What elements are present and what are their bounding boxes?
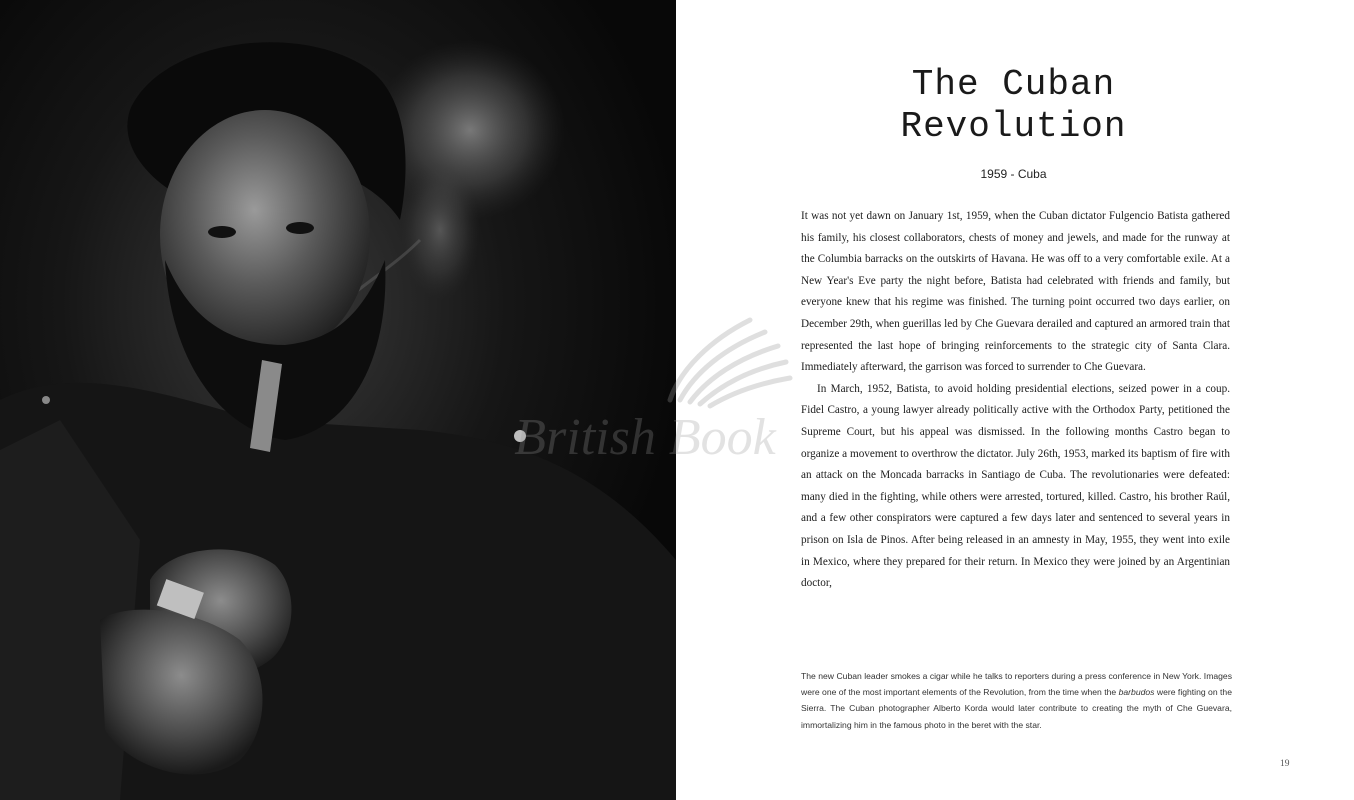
title-line-2: Revolution: [900, 106, 1127, 147]
uniform-star-icon: [514, 430, 526, 442]
caption-part-1: The new Cuban leader smokes a cigar while he talks to reporters during a press conference in New York. Images were one of the most important elements of the Revolution, from the time when the: [801, 671, 1232, 698]
text-page: [676, 0, 1354, 800]
portrait-photo-icon: [0, 0, 676, 800]
paragraph-2: In March, 1952, Batista, to avoid holding presidential elections, seized power in a coup. Fidel Castro, a young lawyer already politically active with the Orthodox Party, petitioned the Supreme Court, but his appeal was dismissed. In the following months Castro began to organize a movement to overthrow the dictator. July 26th, 1953, marked its baptism of fire with an attack on the Moncada barracks in Santiago de Cuba. The revolutionaries were defeated: many died in the fighting, while others were arrested, tortured, killed. Castro, his brother Raúl, and a few other conspirators were captured a few days later and sentenced to several years in prison on Isla de Pinos. After being released in an amnesty in May, 1955, they went into exile in Mexico, where they prepared for their return. In Mexico they were joined by an Argentinian doctor,: [801, 382, 1230, 590]
page-title: [796, 64, 1231, 148]
caption-italic: barbudos: [1118, 687, 1155, 698]
watermark-text: British Book: [514, 409, 776, 466]
photo-caption: [801, 668, 1232, 733]
paragraph-1: It was not yet dawn on January 1st, 1959, when the Cuban dictator Fulgencio Batista gathered his family, his closest collaborators, chests of money and jewels, and made for the runway at the Columbia barracks on the outskirts of Havana. He was off to a very comfortable exile. At a New Year's Eve party the night before, Batista had celebrated with friends and family, but everyone knew that his regime was finished. The turning point occurred two days earlier, on December 29th, when guerillas led by Che Guevara derailed and captured an armored train that represented the last hope of bringing reinforcements to the strategic city of Santa Clara. Immediately afterward, the garrison was forced to surrender to Che Guevara.: [801, 210, 1230, 374]
body-text: [801, 206, 1230, 595]
caption-part-2: were fighting on the Sierra. The Cuban photographer Alberto Korda would later contribute to creating the myth of Che Guevara, immortalizing him in the famous photo in the beret with the star.: [801, 687, 1232, 730]
page-number: 19: [1280, 759, 1290, 769]
subtitle: 1959 - Cuba: [980, 167, 1047, 181]
portrait-photo: [0, 0, 676, 800]
title-line-1: The Cuban: [911, 64, 1116, 105]
